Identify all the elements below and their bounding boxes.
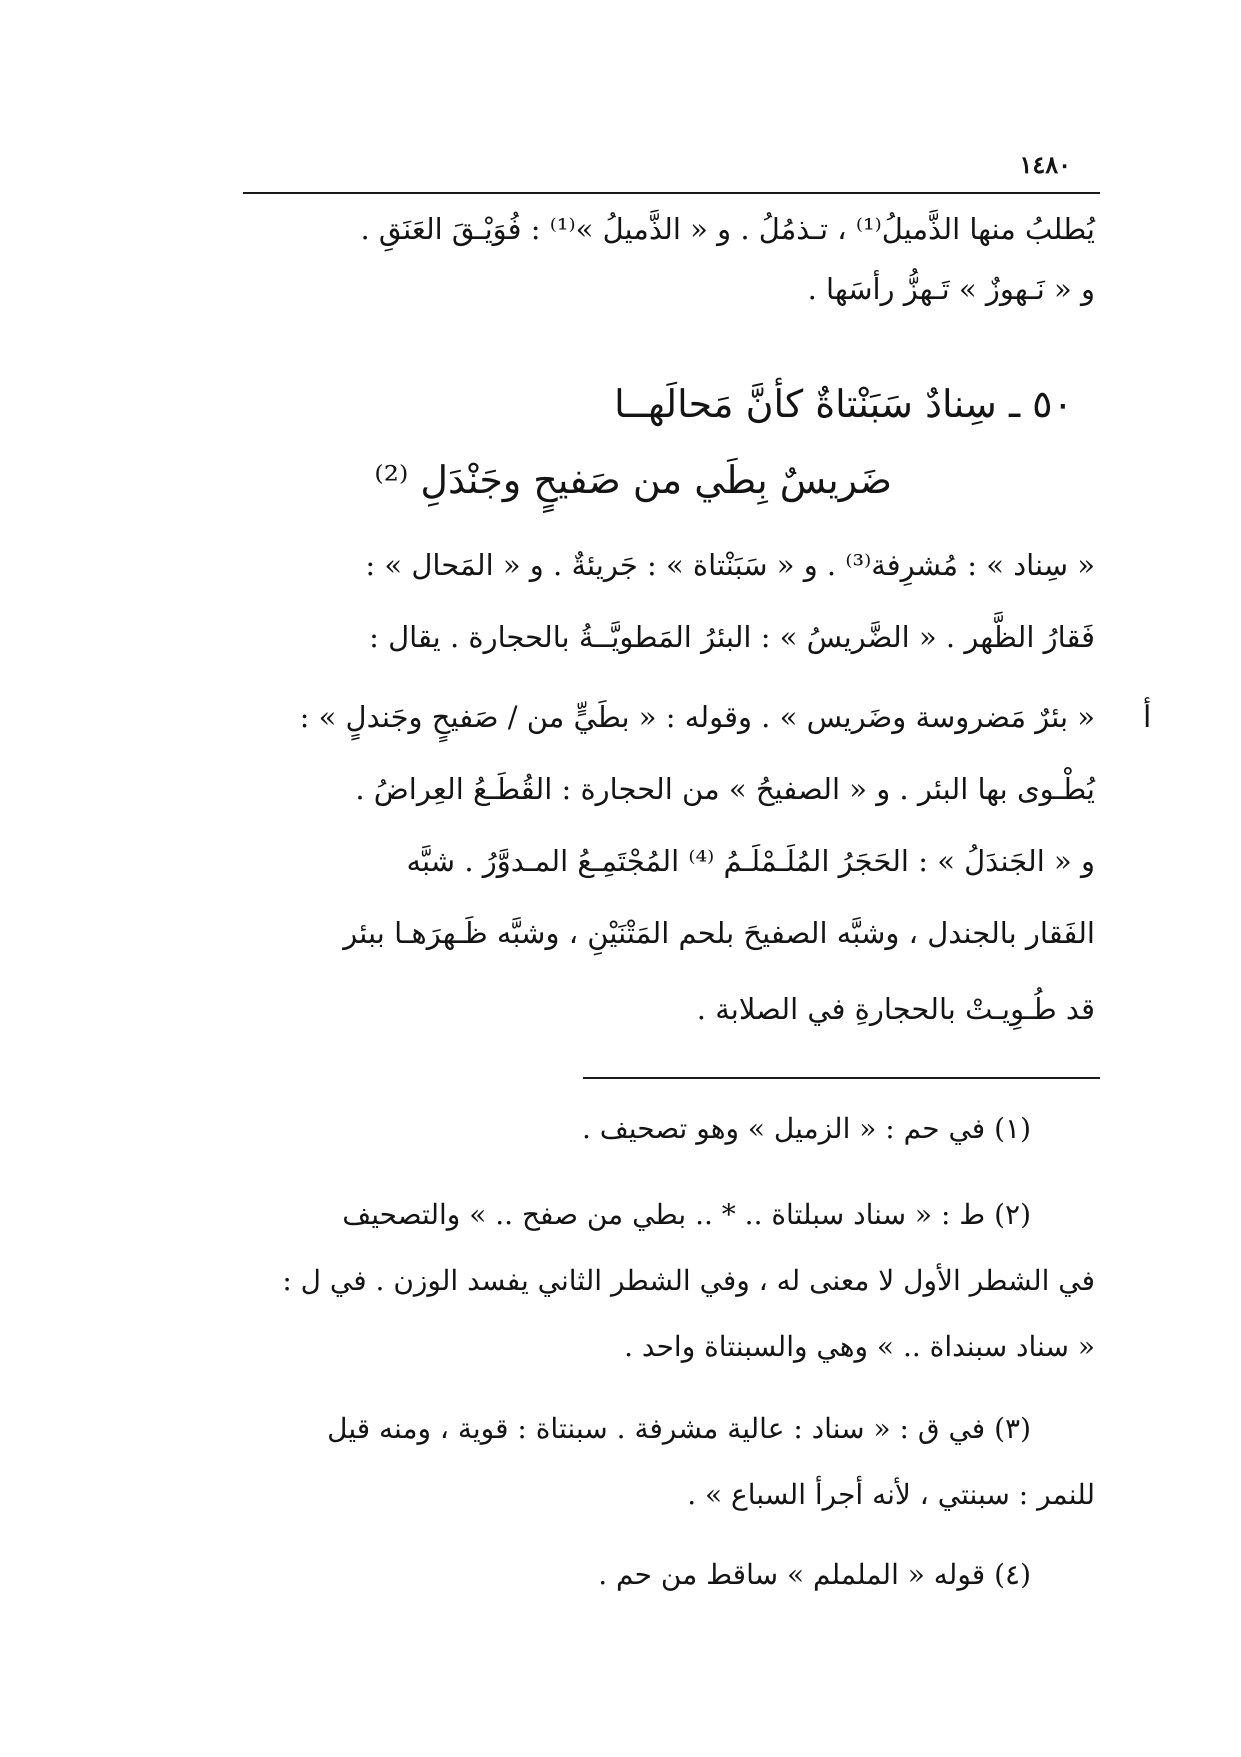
commentary-line-4: يُطْـوى بها البئر . و « الصفيحُ » من الحجارة : القُطَـعُ العِراضُ . xyxy=(355,772,1095,806)
footnote-1: (١) في حم : « الزميل » وهو تصحيف . xyxy=(581,1112,1031,1145)
verse-second-half: ضَريسٌ بِطَي من صَفيحٍ وجَنْدَلِ ⁽²⁾ xyxy=(374,458,892,502)
page-number: ١٤٨٠ xyxy=(1019,150,1071,179)
footnote-rule xyxy=(583,1077,1100,1079)
footnote-3-line-1: (٣) في ق : « سناد : عالية مشرفة . سبنتاة : قوية ، ومنه قيل xyxy=(327,1412,1031,1445)
commentary-line-5: و « الجَندَلُ » : الحَجَرُ المُلَـمْلَـمُ ⁽⁴⁾ المُجْتَمِـعُ المـدوَّرُ . شبَّه xyxy=(406,844,1095,878)
body-line-1: يُطلبُ منها الذَّميلُ⁽¹⁾ ، تـذمُلُ . و « الذَّميلُ »⁽¹⁾ : فُوَيْـقَ العَنَقِ . xyxy=(360,212,1095,246)
commentary-line-7: قد طُـوِيـتْ بالحجارةِ في الصلابة . xyxy=(696,992,1095,1026)
verse-first-half: ٥٠ ـ سِنادٌ سَبَنْتاةٌ كأنَّ مَحالَهــا xyxy=(614,382,1073,426)
footnote-4: (٤) قوله « الململم » ساقط من حم . xyxy=(598,1558,1031,1591)
commentary-line-6: الفَقار بالجندل ، وشبَّه الصفيحَ بلحم المَتْنَيْنِ ، وشبَّه ظَـهرَهـا ببئر xyxy=(343,916,1095,950)
footnote-2-line-3: « سناد سبنداة .. » وهي والسبنتاة واحد . xyxy=(624,1330,1095,1363)
commentary-line-1: « سِناد » : مُشرِفة⁽³⁾ . و « سَبَنْتاة » : جَريئةٌ . و « المَحال » : xyxy=(365,548,1095,582)
footnote-2-line-1: (٢) ط : « سناد سبلتاة .. * .. بطي من صفح .. » والتصحيف xyxy=(342,1198,1031,1231)
header-rule xyxy=(243,192,1100,194)
commentary-line-3: « بئرٌ مَضروسة وضَريس » . وقوله : « بطَيٍّ من / صَفيحٍ وجَندلٍ » : xyxy=(299,700,1095,734)
footnote-3-line-2: للنمر : سبنتي ، لأنه أجرأ السباع » . xyxy=(687,1478,1095,1511)
body-line-2: و « نَـهوزٌ » تَـهزُّ رأسَها . xyxy=(807,272,1095,306)
commentary-line-2: فَقارُ الظَّهر . « الضَّريسُ » : البئرُ المَطويَّــةُ بالحجارة . يقال : xyxy=(369,620,1095,654)
footnote-2-line-2: في الشطر الأول لا معنى له ، وفي الشطر الثاني يفسد الوزن . في ل : xyxy=(282,1264,1095,1297)
margin-folio-mark: أ xyxy=(1143,700,1152,735)
